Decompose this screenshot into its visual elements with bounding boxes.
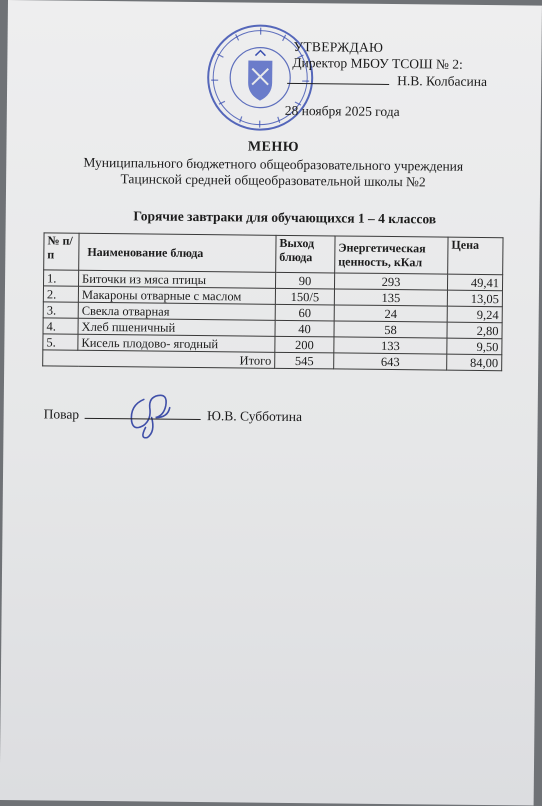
approval-signature-line xyxy=(287,71,487,90)
row-energy: 293 xyxy=(334,273,447,290)
row-num: 5. xyxy=(43,334,78,350)
org-line-2: Тацинской средней общеобразовательной школы №2 xyxy=(6,170,540,192)
table-total-row xyxy=(43,350,502,371)
approval-date: 28 ноября 2025 года xyxy=(285,103,400,120)
row-num: 4. xyxy=(43,318,78,334)
table-header-row xyxy=(44,233,503,275)
row-price: 49,41 xyxy=(447,274,502,291)
header-price: Цена xyxy=(448,237,503,275)
row-energy: 58 xyxy=(334,321,447,338)
row-energy: 24 xyxy=(334,305,447,322)
approval-block xyxy=(288,39,528,42)
header-energy: Энергетическая ценность, кКал xyxy=(335,236,448,274)
menu-table xyxy=(42,232,503,371)
row-energy: 133 xyxy=(334,337,447,354)
row-dish-name: Хлеб пшеничный xyxy=(78,318,275,336)
director-name: Н.В. Колбасина xyxy=(397,73,487,89)
row-dish-name: Биточки из мяса птицы xyxy=(79,270,276,288)
row-energy: 135 xyxy=(334,289,447,306)
signature-blank xyxy=(287,71,389,85)
total-label: Итого xyxy=(43,350,275,368)
menu-subtitle: Горячие завтраки для обучающихся 1 – 4 классов xyxy=(18,207,542,229)
header-num: № п/п xyxy=(44,233,79,270)
row-yield: 200 xyxy=(275,336,334,353)
row-yield: 150/5 xyxy=(275,288,334,305)
row-price: 13,05 xyxy=(447,290,502,307)
row-price: 9,24 xyxy=(447,306,502,323)
row-yield: 40 xyxy=(275,320,334,337)
total-yield: 545 xyxy=(275,352,334,369)
header-yield: Выход блюда xyxy=(276,235,335,273)
cook-name: Ю.В. Субботина xyxy=(207,408,302,424)
cook-block xyxy=(44,405,303,425)
approval-heading: УТВЕРЖДАЮ xyxy=(293,39,383,56)
menu-title: МЕНЮ xyxy=(6,137,540,159)
row-yield: 60 xyxy=(275,304,334,321)
org-line-1: Муниципального бюджетного общеобразовательного учреждения xyxy=(6,154,540,176)
approval-position: Директор МБОУ ТСОШ № 2: xyxy=(292,55,463,73)
row-num: 2. xyxy=(43,286,78,302)
row-num: 1. xyxy=(44,270,79,286)
row-dish-name: Свекла отварная xyxy=(78,302,275,320)
total-price: 84,00 xyxy=(447,354,502,371)
row-num: 3. xyxy=(43,302,78,318)
row-price: 9,50 xyxy=(447,338,502,355)
header-name: Наименование блюда xyxy=(79,233,276,272)
row-dish-name: Макароны отварные с маслом xyxy=(78,286,275,304)
total-energy: 643 xyxy=(334,353,447,370)
cook-label: Повар xyxy=(44,406,80,421)
row-price: 2,80 xyxy=(447,322,502,339)
cook-signature-line xyxy=(85,406,201,420)
row-dish-name: Кисель плодово- ягодный xyxy=(78,334,275,352)
row-yield: 90 xyxy=(275,272,334,289)
